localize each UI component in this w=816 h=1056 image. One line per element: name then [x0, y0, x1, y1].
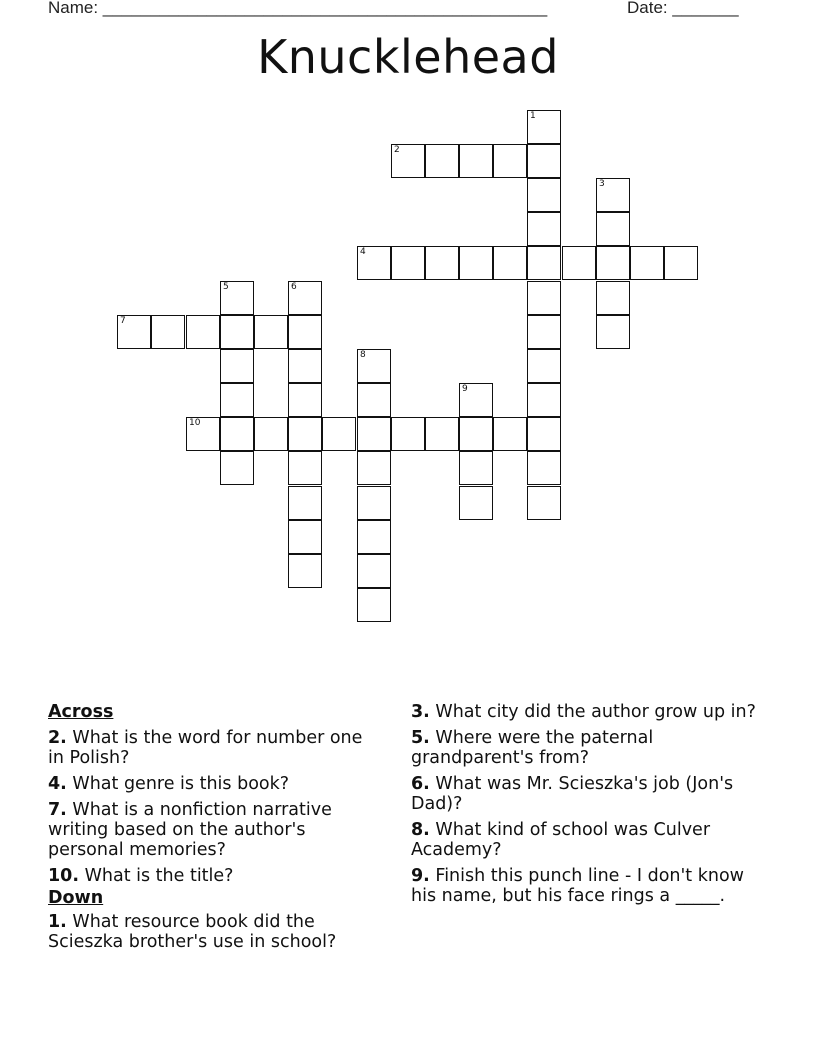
across-heading: Across — [48, 702, 114, 722]
crossword-cell[interactable] — [425, 144, 459, 178]
crossword-cell[interactable] — [527, 246, 561, 280]
crossword-cell[interactable] — [254, 315, 288, 349]
crossword-cell[interactable] — [357, 246, 391, 280]
clue-number-label: 9 — [462, 384, 468, 394]
clue-down-5 — [411, 728, 761, 768]
clue-number-label: 3 — [599, 179, 605, 189]
crossword-cell[interactable] — [357, 588, 391, 622]
crossword-cell[interactable] — [596, 212, 630, 246]
crossword-cell[interactable] — [288, 486, 322, 520]
clue-number-label: 7 — [120, 316, 126, 326]
crossword-cell[interactable] — [357, 383, 391, 417]
crossword-cell[interactable] — [391, 417, 425, 451]
clue-number-label: 8 — [360, 350, 366, 360]
crossword-cell[interactable] — [288, 281, 322, 315]
crossword-cell[interactable] — [459, 383, 493, 417]
crossword-cell[interactable] — [391, 246, 425, 280]
crossword-cell[interactable] — [459, 451, 493, 485]
page-title: Knucklehead — [257, 30, 559, 84]
crossword-cell[interactable] — [596, 315, 630, 349]
clue-number-label: 6 — [291, 282, 297, 292]
clue-text: Where were the paternal grandparent's from? — [411, 728, 654, 768]
crossword-cell[interactable] — [459, 144, 493, 178]
crossword-cell[interactable] — [357, 417, 391, 451]
clue-number-label: 5 — [223, 282, 229, 292]
crossword-cell[interactable] — [220, 315, 254, 349]
crossword-cell[interactable] — [493, 417, 527, 451]
crossword-cell[interactable] — [527, 315, 561, 349]
crossword-cell[interactable] — [220, 417, 254, 451]
crossword-cell[interactable] — [527, 451, 561, 485]
clue-text: What city did the author grow up in? — [435, 702, 756, 722]
crossword-cell[interactable] — [117, 315, 151, 349]
crossword-cell[interactable] — [288, 554, 322, 588]
clue-down-8 — [411, 820, 761, 860]
clue-text: What was Mr. Scieszka's job (Jon's Dad)? — [411, 774, 734, 814]
clue-number: 10. — [48, 866, 80, 886]
clue-number-label: 10 — [189, 418, 201, 428]
crossword-cell[interactable] — [596, 178, 630, 212]
clue-number: 8. — [411, 820, 430, 840]
clue-number-label: 2 — [394, 145, 400, 155]
crossword-cell[interactable] — [288, 349, 322, 383]
crossword-cell[interactable] — [357, 554, 391, 588]
crossword-cell[interactable] — [186, 417, 220, 451]
crossword-cell[interactable] — [493, 246, 527, 280]
crossword-cell[interactable] — [391, 144, 425, 178]
crossword-cell[interactable] — [357, 520, 391, 554]
crossword-cell[interactable] — [459, 417, 493, 451]
crossword-cell[interactable] — [493, 144, 527, 178]
clues-left-column — [48, 702, 378, 958]
crossword-cell[interactable] — [357, 451, 391, 485]
crossword-cell[interactable] — [357, 486, 391, 520]
clue-number: 6. — [411, 774, 430, 794]
clue-number: 5. — [411, 728, 430, 748]
clue-number: 2. — [48, 728, 67, 748]
clue-across-4 — [48, 774, 378, 794]
crossword-cell[interactable] — [220, 349, 254, 383]
crossword-cell[interactable] — [220, 281, 254, 315]
crossword-cell[interactable] — [527, 383, 561, 417]
crossword-cell[interactable] — [288, 417, 322, 451]
crossword-cell[interactable] — [527, 144, 561, 178]
clue-text: What is the title? — [84, 866, 234, 886]
clues-right-column — [411, 702, 761, 912]
clue-text: Finish this punch line - I don't know his name, but his face rings a _____. — [411, 866, 744, 906]
crossword-cell[interactable] — [562, 246, 596, 280]
clue-across-2 — [48, 728, 378, 768]
crossword-cell[interactable] — [527, 110, 561, 144]
clue-text: What genre is this book? — [72, 774, 290, 794]
crossword-cell[interactable] — [288, 520, 322, 554]
clue-number: 1. — [48, 912, 67, 932]
clue-down-9 — [411, 866, 761, 906]
date-field-label: Date: _______ — [627, 0, 739, 17]
crossword-cell[interactable] — [425, 417, 459, 451]
clue-down-3 — [411, 702, 761, 722]
clue-number: 9. — [411, 866, 430, 886]
clue-text: What kind of school was Culver Academy? — [411, 820, 711, 860]
clue-number: 3. — [411, 702, 430, 722]
clue-number: 4. — [48, 774, 67, 794]
crossword-cell[interactable] — [527, 212, 561, 246]
crossword-cell[interactable] — [357, 349, 391, 383]
clue-number: 7. — [48, 800, 67, 820]
clue-text: What is the word for number one in Polish? — [48, 728, 363, 768]
name-field-label: Name: _______________________________________________ — [48, 0, 548, 17]
crossword-cell[interactable] — [425, 246, 459, 280]
crossword-cell[interactable] — [459, 246, 493, 280]
clue-down-6 — [411, 774, 761, 814]
crossword-cell[interactable] — [630, 246, 664, 280]
down-heading: Down — [48, 888, 104, 908]
crossword-cell[interactable] — [220, 451, 254, 485]
clue-number-label: 4 — [360, 247, 366, 257]
crossword-cell[interactable] — [186, 315, 220, 349]
clue-text: What resource book did the Scieszka brother's use in school? — [48, 912, 337, 952]
crossword-cell[interactable] — [459, 486, 493, 520]
crossword-cell[interactable] — [527, 349, 561, 383]
crossword-cell[interactable] — [527, 178, 561, 212]
crossword-cell[interactable] — [527, 281, 561, 315]
clue-text: What is a nonfiction narrative writing based on the author's personal memories? — [48, 800, 332, 860]
crossword-cell[interactable] — [288, 383, 322, 417]
crossword-cell[interactable] — [288, 451, 322, 485]
clue-down-1 — [48, 912, 378, 952]
crossword-cell[interactable] — [254, 417, 288, 451]
crossword-cell[interactable] — [220, 383, 254, 417]
crossword-cell[interactable] — [596, 281, 630, 315]
crossword-cell[interactable] — [596, 246, 630, 280]
crossword-cell[interactable] — [151, 315, 185, 349]
crossword-cell[interactable] — [527, 417, 561, 451]
clue-number-label: 1 — [530, 111, 536, 121]
crossword-cell[interactable] — [664, 246, 698, 280]
crossword-cell[interactable] — [288, 315, 322, 349]
clue-across-7 — [48, 800, 378, 860]
crossword-cell[interactable] — [322, 417, 356, 451]
crossword-cell[interactable] — [527, 486, 561, 520]
clue-across-10 — [48, 866, 378, 886]
